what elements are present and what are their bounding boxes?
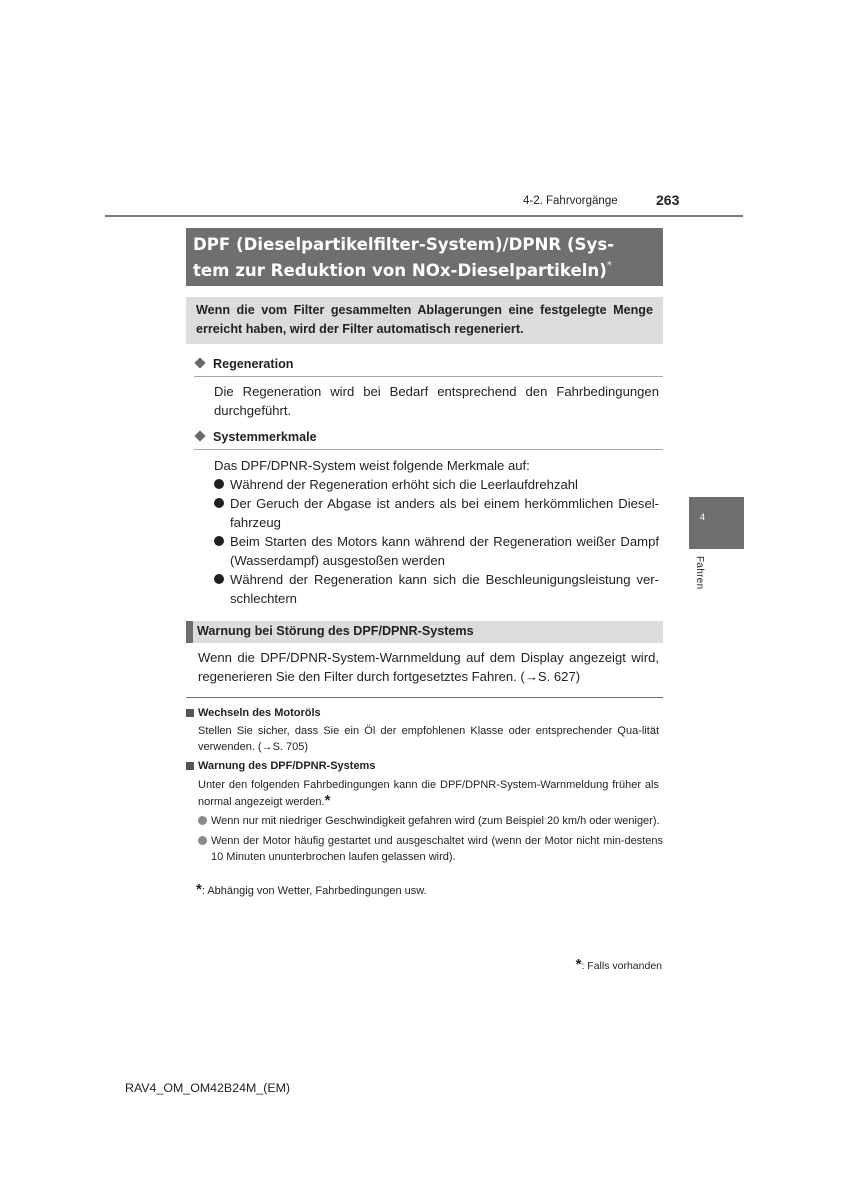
list-item: Wenn nur mit niedriger Geschwindigkeit gefahren wird (zum Beispiel 20 km/h oder weniger). bbox=[198, 813, 663, 829]
asterisk-marker: * bbox=[196, 881, 202, 898]
warning-text: Wenn die DPF/DPNR-System-Warnmeldung auf dem Display angezeigt wird, regenerieren Sie den Filter durch fortgesetztes Fahren. (→S. 627) bbox=[198, 650, 659, 684]
features-list bbox=[214, 456, 659, 608]
section-label: 4-2. Fahrvorgänge bbox=[523, 195, 618, 207]
square-icon bbox=[186, 762, 194, 770]
bullet-icon bbox=[214, 479, 224, 489]
chapter-number: 4 bbox=[700, 512, 706, 522]
features-divider bbox=[194, 449, 663, 450]
bullet-icon bbox=[214, 574, 224, 584]
availability-note-text: : Falls vorhanden bbox=[581, 960, 662, 972]
oil-heading-text: Wechseln des Motoröls bbox=[198, 707, 321, 719]
regeneration-heading bbox=[194, 357, 293, 371]
list-item: Während der Regeneration kann sich die Beschleunigungsleistung ver-schlechtern bbox=[214, 570, 659, 608]
bullet-icon bbox=[214, 536, 224, 546]
title-line-1: DPF (Dieselpartikelfilter-System)/DPNR (Sys- bbox=[193, 235, 615, 254]
condition-list bbox=[198, 813, 663, 865]
document-code: RAV4_OM_OM42B24M_(EM) bbox=[125, 1081, 291, 1095]
title-line-2-text: tem zur Reduktion von NOx-Dieselpartikeln) bbox=[193, 261, 607, 280]
intro-box: Wenn die vom Filter gesammelten Ablagerungen eine festgelegte Menge erreicht haben, wird der Filter automatisch regeneriert. bbox=[186, 297, 663, 344]
oil-text: Stellen Sie sicher, dass Sie ein Öl der empfohlenen Klasse oder entsprechender Qua-lität verwenden. (→S. 705) bbox=[198, 725, 659, 753]
warning-note-body: Unter den folgenden Fahrbedingungen kann die DPF/DPNR-System-Warnmeldung früher als normal angezeigt werden. bbox=[198, 779, 659, 808]
asterisk-marker: * bbox=[575, 956, 582, 973]
oil-heading bbox=[186, 707, 321, 719]
features-heading bbox=[194, 430, 317, 444]
page-number: 263 bbox=[656, 192, 680, 208]
title-line-2 bbox=[193, 258, 663, 284]
footnote-text: : Abhängig von Wetter, Fahrbedingungen usw. bbox=[201, 885, 427, 897]
list-item: Der Geruch der Abgase ist anders als bei einem herkömmlichen Diesel-fahrzeug bbox=[214, 494, 659, 532]
regeneration-text: Die Regeneration wird bei Bedarf entsprechend den Fahrbedingungen durchgeführt. bbox=[214, 384, 659, 418]
diamond-icon bbox=[194, 357, 205, 368]
bullet-icon bbox=[214, 498, 224, 508]
bullet-icon bbox=[198, 836, 207, 845]
list-item: Wenn der Motor häufig gestartet und ausgeschaltet wird (wenn der Motor nicht min-destens 10 Minuten ununterbrochen laufen gelassen wird). bbox=[198, 833, 663, 865]
page-title bbox=[186, 228, 663, 286]
chapter-label: Fahren bbox=[694, 556, 705, 590]
bullet-icon bbox=[198, 816, 207, 825]
features-heading-text: Systemmerkmale bbox=[213, 430, 317, 444]
warning-heading: Warnung bei Störung des DPF/DPNR-Systems bbox=[186, 621, 663, 643]
warning-note-text bbox=[198, 777, 659, 810]
list-item: Während der Regeneration erhöht sich die Leerlaufdrehzahl bbox=[214, 475, 659, 494]
availability-note bbox=[576, 957, 662, 974]
title-marker: * bbox=[606, 260, 612, 271]
warning-note-heading bbox=[186, 760, 375, 772]
chapter-tab bbox=[689, 497, 744, 549]
footnote bbox=[196, 882, 427, 899]
info-divider bbox=[186, 697, 663, 698]
asterisk-marker: * bbox=[324, 792, 331, 809]
warning-note-heading-text: Warnung des DPF/DPNR-Systems bbox=[198, 760, 376, 772]
list-item: Beim Starten des Motors kann während der Regeneration weißer Dampf (Wasserdampf) ausgestoßen werden bbox=[214, 532, 659, 570]
regeneration-divider bbox=[194, 376, 663, 377]
regeneration-heading-text: Regeneration bbox=[213, 357, 294, 371]
header-divider bbox=[105, 215, 743, 217]
diamond-icon bbox=[194, 430, 205, 441]
square-icon bbox=[186, 709, 194, 717]
features-intro: Das DPF/DPNR-System weist folgende Merkmale auf: bbox=[214, 458, 530, 473]
